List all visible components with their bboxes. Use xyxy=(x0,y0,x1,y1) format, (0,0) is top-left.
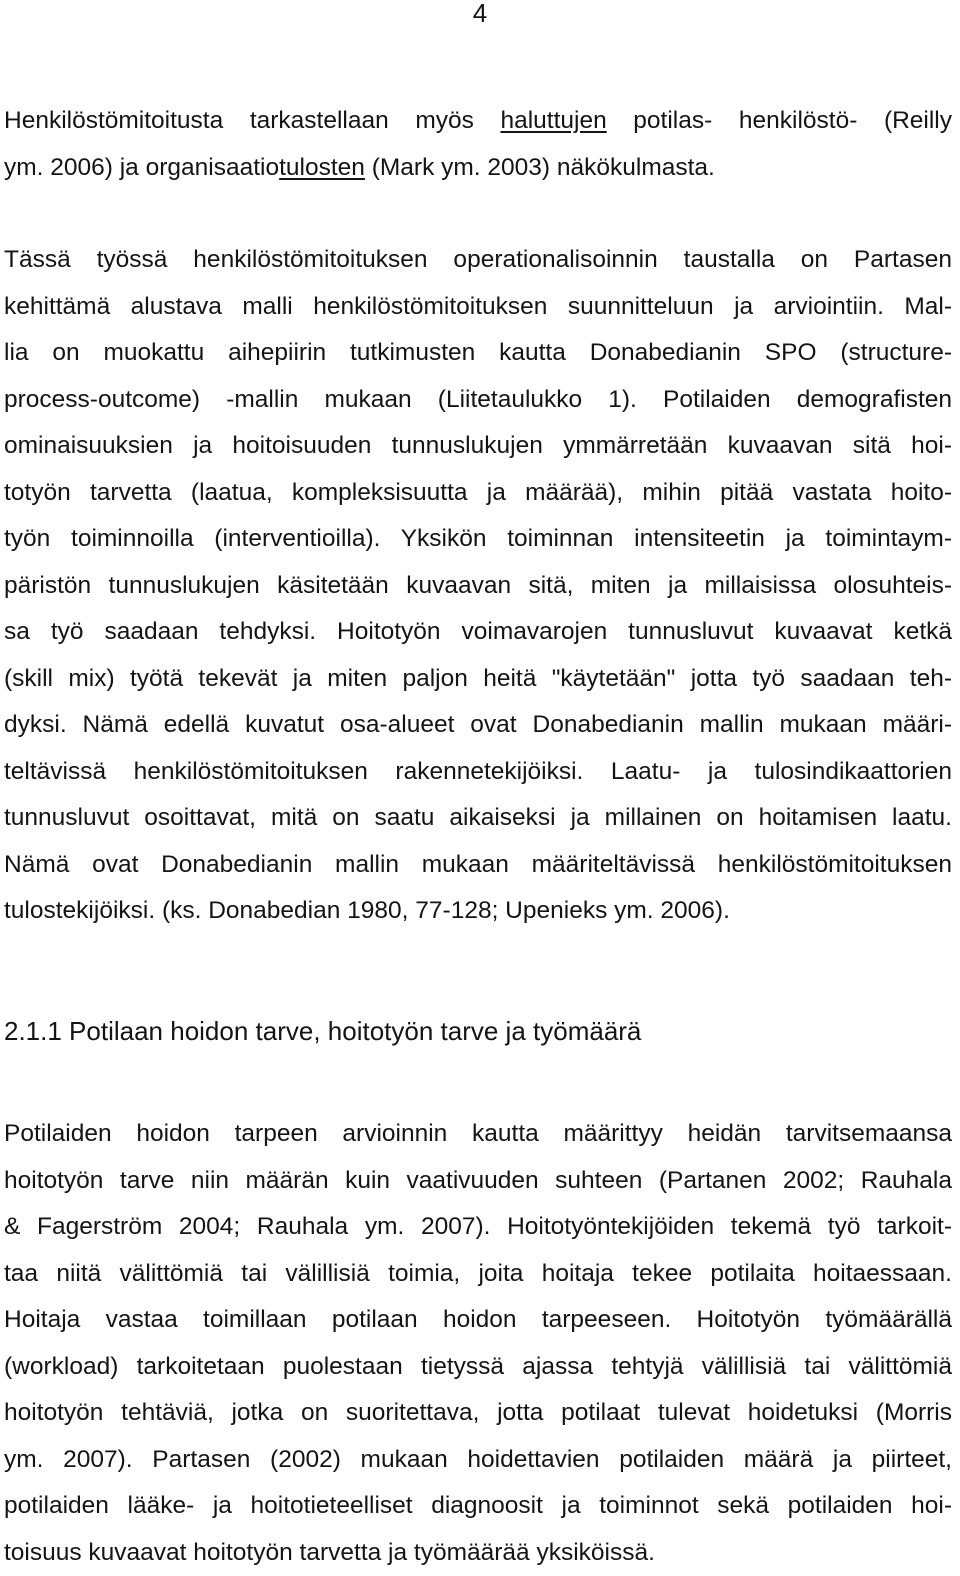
text-line: sa työ saadaan tehdyksi. Hoitotyön voimavarojen tunnusluvut kuvaavat ketkä xyxy=(4,609,952,656)
text-line: Tässä työssä henkilöstömitoituksen operationalisoinnin taustalla on Partasen xyxy=(4,237,952,284)
text-line: (skill mix) työtä tekevät ja miten paljon heitä "käytetään" jotta työ saadaan teh- xyxy=(4,656,952,703)
text-line: totyön tarvetta (laatua, kompleksisuutta ja määrää), mihin pitää vastata hoito- xyxy=(4,470,952,517)
text-line: päristön tunnuslukujen käsitetään kuvaavan sitä, miten ja millaisissa olosuhteis- xyxy=(4,563,952,610)
paragraph-care-needs xyxy=(4,1111,952,1576)
text-line: ominaisuuksien ja hoitoisuuden tunnuslukujen ymmärretään kuvaavan sitä hoi- xyxy=(4,423,952,470)
text-line: työn toiminnoilla (interventioilla). Yksikön toiminnan intensiteetin ja toimintaym- xyxy=(4,516,952,563)
text-line: hoitotyön tehtäviä, jotka on suoritettava, jotta potilaat tulevat hoidetuksi (Morris xyxy=(4,1390,952,1437)
text-line: teltävissä henkilöstömitoituksen rakennetekijöiksi. Laatu- ja tulosindikaattorien xyxy=(4,749,952,796)
paragraph-perspectives xyxy=(4,98,952,191)
text-line: tulostekijöiksi. (ks. Donabedian 1980, 77-128; Upenieks ym. 2006). xyxy=(4,888,952,935)
text-line: taa niitä välittömiä tai välillisiä toimia, joita hoitaja tekee potilaita hoitaessaan. xyxy=(4,1251,952,1298)
text-line: lia on muokattu aihepiirin tutkimusten kautta Donabedianin SPO (structure- xyxy=(4,330,952,377)
section-heading: 2.1.1 Potilaan hoidon tarve, hoitotyön tarve ja työmäärä xyxy=(4,1008,641,1054)
text-line: & Fagerström 2004; Rauhala ym. 2007). Hoitotyöntekijöiden tekemä työ tarkoit- xyxy=(4,1204,952,1251)
text-line: process-outcome) -mallin mukaan (Liitetaulukko 1). Potilaiden demografisten xyxy=(4,377,952,424)
text-line: dyksi. Nämä edellä kuvatut osa-alueet ovat Donabedianin mallin mukaan määri- xyxy=(4,702,952,749)
text-line: hoitotyön tarve niin määrän kuin vaativuuden suhteen (Partanen 2002; Rauhala xyxy=(4,1158,952,1205)
underlined-word: haluttujen xyxy=(500,107,606,134)
text-line: Nämä ovat Donabedianin mallin mukaan määriteltävissä henkilöstömitoituksen xyxy=(4,842,952,889)
text-line: Potilaiden hoidon tarpeen arvioinnin kautta määrittyy heidän tarvitsemaansa xyxy=(4,1111,952,1158)
text-line: potilaiden lääke- ja hoitotieteelliset diagnoosit ja toiminnot sekä potilaiden hoi- xyxy=(4,1483,952,1530)
page-number: 4 xyxy=(0,0,960,30)
text-line: ym. 2006) ja organisaatiotulosten (Mark ym. 2003) näkökulmasta. xyxy=(4,145,952,192)
underlined-word: tulosten xyxy=(279,154,365,181)
text-line: Henkilöstömitoitusta tarkastellaan myös haluttujen potilas- henkilöstö- (Reilly xyxy=(4,98,952,145)
text-line: kehittämä alustava malli henkilöstömitoituksen suunnitteluun ja arviointiin. Mal- xyxy=(4,284,952,331)
text-line: Hoitaja vastaa toimillaan potilaan hoidon tarpeeseen. Hoitotyön työmäärällä xyxy=(4,1297,952,1344)
text-line: toisuus kuvaavat hoitotyön tarvetta ja työmäärää yksiköissä. xyxy=(4,1530,952,1576)
text-line: (workload) tarkoitetaan puolestaan tietyssä ajassa tehtyjä välillisiä tai välittömiä xyxy=(4,1344,952,1391)
text-line: ym. 2007). Partasen (2002) mukaan hoidettavien potilaiden määrä ja piirteet, xyxy=(4,1437,952,1484)
text-line: tunnusluvut osoittavat, mitä on saatu aikaiseksi ja millainen on hoitamisen laatu. xyxy=(4,795,952,842)
paragraph-operationalisation xyxy=(4,237,952,935)
